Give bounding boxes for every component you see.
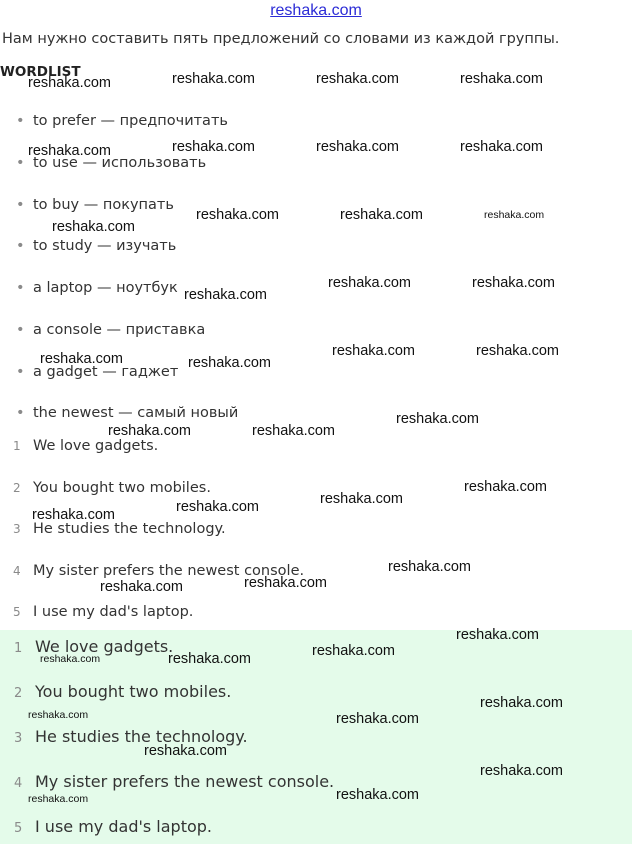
wordlist-item: [16, 280, 178, 296]
watermark: reshaka.com: [472, 275, 556, 291]
watermark: reshaka.com: [320, 491, 404, 507]
watermark: reshaka.com: [108, 423, 192, 439]
bullet-icon: •: [16, 322, 25, 338]
wordlist-item-text: to buy — покупать: [33, 197, 174, 213]
watermark: reshaka.com: [172, 139, 256, 155]
watermark: reshaka.com: [312, 643, 396, 659]
wordlist-item-text: a laptop — ноутбук: [33, 280, 178, 296]
watermark: reshaka.com: [244, 575, 328, 591]
sentence-item: [13, 438, 158, 454]
watermark: reshaka.com: [388, 559, 472, 575]
sentence-number: 3: [13, 522, 21, 536]
watermark: reshaka.com: [176, 499, 260, 515]
sentence-text: You bought two mobiles.: [33, 480, 211, 496]
answer-text: I use my dad's laptop.: [35, 817, 212, 836]
watermark: reshaka.com: [40, 351, 124, 367]
sentence-text: He studies the technology.: [33, 521, 226, 537]
sentence-text: My sister prefers the newest console.: [33, 563, 305, 579]
sentence-text: I use my dad's laptop.: [33, 604, 194, 620]
watermark: reshaka.com: [476, 343, 560, 359]
bullet-icon: •: [16, 280, 25, 296]
watermark: reshaka.com: [252, 423, 336, 439]
watermark: reshaka.com: [480, 695, 564, 711]
bullet-icon: •: [16, 197, 25, 213]
watermark: reshaka.com: [336, 787, 420, 803]
watermark: reshaka.com: [28, 793, 89, 805]
answer-number: 2: [14, 686, 23, 701]
answer-number: 1: [14, 641, 23, 656]
sentence-number: 5: [13, 605, 21, 619]
sentence-number: 4: [13, 564, 21, 578]
answer-number: 4: [14, 776, 23, 791]
watermark: reshaka.com: [32, 507, 116, 523]
watermark: reshaka.com: [484, 209, 545, 221]
watermark: reshaka.com: [316, 139, 400, 155]
intro-text: Нам нужно составить пять предложений со словами из каждой группы.: [2, 31, 560, 47]
watermark: reshaka.com: [40, 653, 101, 665]
bullet-icon: •: [16, 155, 25, 171]
wordlist-title: WORDLIST: [0, 64, 81, 80]
sentence-item: [13, 480, 211, 496]
answer-text: He studies the technology.: [35, 727, 248, 746]
answer-text: My sister prefers the newest console.: [35, 772, 335, 791]
answer-number: 3: [14, 731, 23, 746]
watermark: reshaka.com: [340, 207, 424, 223]
sentence-number: 2: [13, 481, 21, 495]
answer-item: [14, 682, 231, 701]
watermark: reshaka.com: [464, 479, 548, 495]
wordlist-item: [16, 322, 205, 338]
watermark: reshaka.com: [196, 207, 280, 223]
watermark: reshaka.com: [172, 71, 256, 87]
watermark: reshaka.com: [28, 143, 112, 159]
watermark: reshaka.com: [168, 651, 252, 667]
wordlist-item-text: a console — приставка: [33, 322, 206, 338]
wordlist-item: [16, 238, 176, 254]
bullet-icon: •: [16, 364, 25, 380]
wordlist-item-text: the newest — самый новый: [33, 405, 239, 421]
wordlist-item-text: a gadget — гаджет: [33, 364, 179, 380]
watermark: reshaka.com: [460, 139, 544, 155]
watermark: reshaka.com: [52, 219, 136, 235]
watermark: reshaka.com: [336, 711, 420, 727]
wordlist-item-text: to prefer — предпочитать: [33, 113, 228, 129]
watermark: reshaka.com: [332, 343, 416, 359]
watermark: reshaka.com: [456, 627, 540, 643]
wordlist-item: [16, 197, 174, 213]
watermark: reshaka.com: [144, 743, 228, 759]
bullet-icon: •: [16, 238, 25, 254]
watermark: reshaka.com: [100, 579, 184, 595]
answer-item: [14, 817, 212, 836]
bullet-icon: •: [16, 405, 25, 421]
watermark: reshaka.com: [328, 275, 412, 291]
answer-item: [14, 772, 334, 791]
watermark: reshaka.com: [28, 75, 112, 91]
watermark: reshaka.com: [460, 71, 544, 87]
sentence-item: [13, 604, 193, 620]
answer-number: 5: [14, 821, 23, 836]
sentence-number: 1: [13, 439, 21, 453]
watermark: reshaka.com: [28, 709, 89, 721]
watermark: reshaka.com: [480, 763, 564, 779]
watermark: reshaka.com: [316, 71, 400, 87]
site-header-link[interactable]: reshaka.com: [270, 2, 362, 19]
answer-text: You bought two mobiles.: [35, 682, 232, 701]
sentence-item: [13, 521, 226, 537]
answer-text: We love gadgets.: [35, 637, 174, 656]
watermark: reshaka.com: [396, 411, 480, 427]
wordlist-item-text: to use — использовать: [33, 155, 207, 171]
watermark: reshaka.com: [188, 355, 272, 371]
wordlist-item: [16, 405, 238, 421]
sentence-text: We love gadgets.: [33, 438, 159, 454]
wordlist-item-text: to study — изучать: [33, 238, 177, 254]
watermark: reshaka.com: [184, 287, 268, 303]
bullet-icon: •: [16, 113, 25, 129]
wordlist-item: [16, 113, 228, 129]
